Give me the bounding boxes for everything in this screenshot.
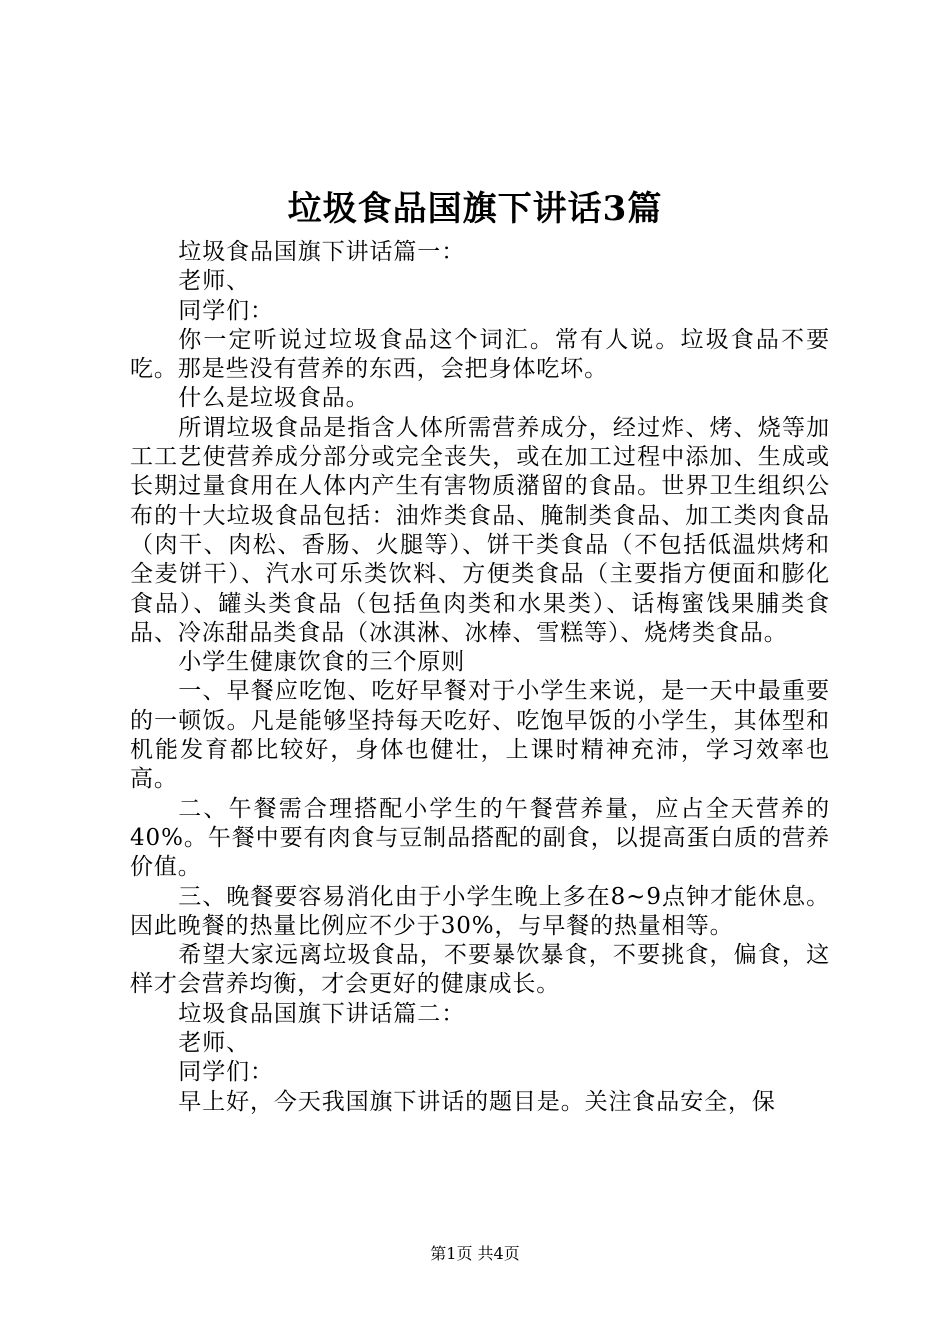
subheading: 小学生健康饮食的三个原则 — [178, 649, 466, 676]
paragraph: 早上好，今天我国旗下讲话的题目是。关注食品安全，保 — [178, 1088, 776, 1115]
paragraph: 二、午餐需合理搭配小学生的午餐营养量，应占全天营养的40%。午餐中要有肉食与豆制品搭配的副食，以提高蛋白质的营养价值。 — [130, 795, 830, 881]
section-heading: 垃圾食品国旗下讲话篇一： — [178, 239, 466, 265]
salutation-teachers: 老师、 — [178, 1030, 250, 1057]
paragraph: 什么是垃圾食品。 — [178, 385, 370, 412]
document-title: 垃圾食品国旗下讲话3篇 — [287, 189, 663, 229]
salutation-teachers: 老师、 — [178, 268, 250, 295]
page-footer: 第1页 共4页 — [430, 1244, 520, 1263]
paragraph: 你一定听说过垃圾食品这个词汇。常有人说。垃圾食品不要吃。那是些没有营养的东西，会把身体吃坏。 — [130, 326, 830, 383]
paragraph: 一、早餐应吃饱、吃好早餐对于小学生来说，是一天中最重要的一顿饭。凡是能够坚持每天吃好、吃饱早饭的小学生，其体型和机能发育都比较好，身体也健壮，上课时精神充沛，学习效率也高。 — [130, 678, 830, 793]
paragraph: 三、晚餐要容易消化由于小学生晚上多在8~9点钟才能休息。因此晚餐的热量比例应不少于30%，与早餐的热量相等。 — [130, 883, 830, 939]
section-heading: 垃圾食品国旗下讲话篇二： — [178, 1000, 466, 1027]
paragraph: 希望大家远离垃圾食品，不要暴饮暴食，不要挑食，偏食，这样才会营养均衡，才会更好的健康成长。 — [130, 942, 830, 998]
paragraph: 所谓垃圾食品是指含人体所需营养成分，经过炸、烤、烧等加工工艺使营养成分部分或完全丧失，或在加工过程中添加、生成或长期过量食用在人体内产生有害物质潴留的食品。世界卫生组织公布的十大垃圾食品包括：油炸类食品、腌制类食品、加工类肉食品（肉干、肉松、香肠、火腿等）、饼干类食品（不包括低温烘烤和全麦饼干）、汽水可乐类饮料、方便类食品（主要指方便面和膨化食品）、罐头类食品（包括鱼肉类和水果类）、话梅蜜饯果脯类食品、冷冻甜品类食品（冰淇淋、冰棒、雪糕等）、烧烤类食品。 — [130, 414, 830, 646]
salutation-students: 同学们： — [178, 1059, 274, 1086]
salutation-students: 同学们： — [178, 297, 274, 324]
document-body — [130, 238, 830, 1117]
